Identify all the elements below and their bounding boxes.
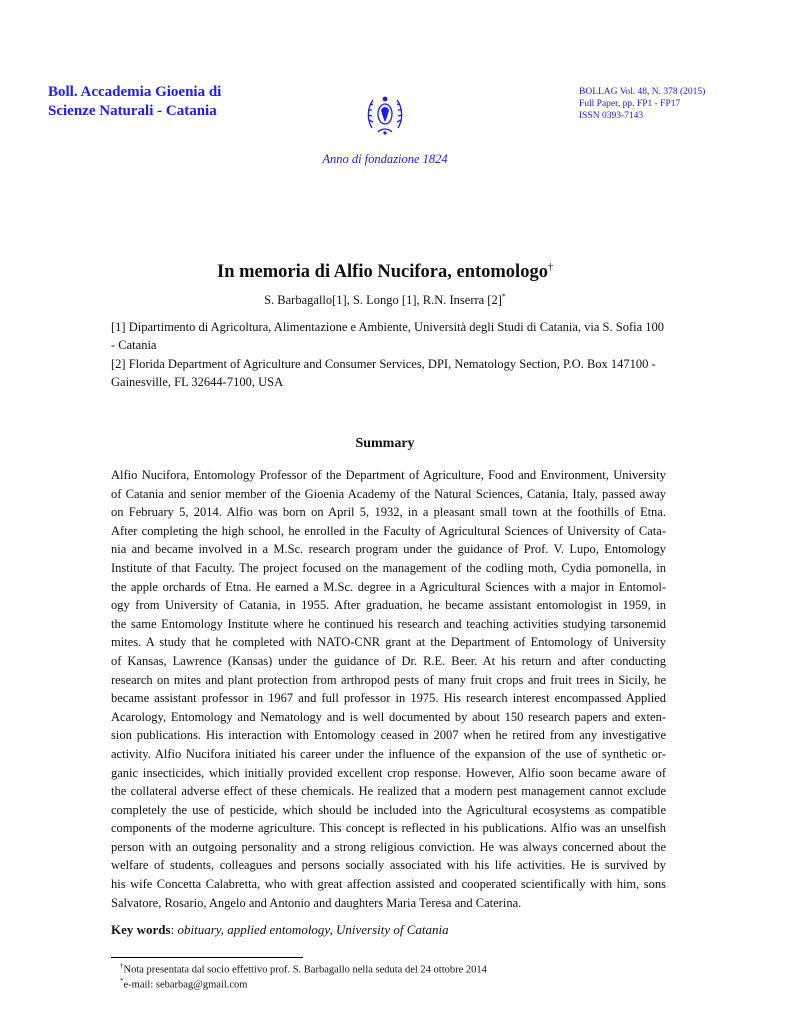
footnote-text: Nota presentata dal socio effettivo prof. S. Barbagallo nella seduta del 24 ottobre 2014 (123, 964, 487, 976)
summary-line: Salvatore, Rosario, Angelo and Antonio and daughters Maria Teresa and Caterina. (111, 895, 522, 910)
summary-line: activity. Alfio Nucifora initiated his career under the influence of the expansion of the use of synthetic or- (111, 746, 666, 761)
journal-name-line: Scienze Naturali - Catania (48, 103, 217, 119)
keywords-separator: : (170, 922, 175, 937)
publication-info (579, 86, 705, 122)
summary-body (111, 466, 666, 912)
summary-line: welfare of students, colleagues and persons socially associated with his life activities. He is survived by (111, 858, 666, 873)
summary-line: on February 5, 2014. Alfio was born on April 5, 1932, in a pleasant small town at the foothills of Etna. (111, 505, 666, 520)
summary-line: sion publications. His interaction with Entomology ceased in 2007 when he retired from any investigative (111, 728, 666, 743)
footnote-email (120, 977, 247, 991)
keywords-label: Key words (111, 922, 171, 937)
publication-volume: BOLLAG Vol. 48, N. 378 (2015) (579, 87, 706, 97)
summary-line: research on mites and plant protection from arthropod pests of many fruit crops and fruit trees in Sicily, he (111, 672, 666, 687)
affiliation-2: [2] Florida Department of Agriculture and Consumer Services, DPI, Nematology Section, P.O. Box 147100 - Gainesville, FL 32644-7100, USA (111, 357, 656, 389)
keywords-value: obituary, applied entomology, University of Catania (177, 922, 449, 937)
title-footnote-mark: † (547, 262, 553, 273)
footnote-mark: † (120, 962, 124, 970)
summary-line: the same Entomology Institute where he continued his research and teaching activities studying tarsonemid (111, 616, 666, 631)
keywords (111, 922, 449, 938)
summary-line: mites. A study that he completed with NATO-CNR grant at the Department of Entomology of University (111, 635, 666, 650)
summary-line: Acarology, Entomology and Nematology and is well documented by about 150 research papers and exten- (111, 709, 666, 724)
footnote-mark: * (120, 977, 124, 985)
summary-line: nia and became involved in a M.Sc. research program under the guidance of Prof. V. Lupo, Entomology (111, 542, 666, 557)
authors-footnote-mark: * (501, 292, 506, 301)
affiliation-1: [1] Dipartimento di Agricoltura, Alimentazione e Ambiente, Università degli Studi di Catania, via S. Sofia 100 - Catania (111, 320, 665, 352)
journal-name-line: Boll. Accademia Gioenia di (48, 84, 222, 100)
summary-line: the collateral adverse effect of these chemicals. He realized that a modern pest management cannot exclude (111, 784, 666, 799)
footnote-presentation (120, 962, 487, 976)
publication-pages: Full Paper, pp. FP1 - FP17 (579, 99, 681, 109)
founding-year: Anno di fondazione 1824 (322, 152, 448, 166)
paper-title (0, 262, 770, 283)
paper-title-text: In memoria di Alfio Nucifora, entomologo (217, 262, 548, 283)
summary-line: ogy from University of Catania, in 1955. After graduation, he became assistant entomologist in 1959, in (111, 598, 666, 613)
authors-text: S. Barbagallo[1], S. Longo [1], R.N. Inserra [2] (264, 293, 502, 308)
journal-name (48, 83, 221, 121)
summary-line: Institute of that Faculty. The project focused on the management of the codling moth, Cydia pomonella, in (111, 560, 666, 575)
summary-line: person with an outgoing personality and a strong religious conviction. He was always concerned about the (111, 839, 666, 854)
footnote-divider (111, 957, 303, 958)
summary-line: of Kansas, Lawrence (Kansas) under the guidance of Dr. R.E. Beer. At his return and after conducting (111, 653, 666, 668)
summary-line: the apple orchards of Etna. He earned a M.Sc. degree in a Agricultural Sciences with a major in Entomol- (111, 579, 666, 594)
summary-line: After completing the high school, he enrolled in the Faculty of Agricultural Sciences of University of Cata- (111, 523, 666, 538)
summary-line: Alfio Nucifora, Entomology Professor of the Department of Agriculture, Food and Environment, University (111, 468, 666, 482)
paper-authors (0, 292, 770, 308)
summary-line: his wife Concetta Calabretta, who with great affection assisted and cooperated scientifically with him, sons (111, 877, 666, 892)
summary-line: components of the moderne agriculture. This concept is reflected in his publications. Alfio was an unselfish (111, 821, 666, 836)
summary-line: became assistant professor in 1967 and full professor in 1975. His research interest encompassed Applied (111, 691, 666, 706)
academy-emblem-icon (364, 92, 406, 140)
summary-line: completely the use of pesticide, which should be included into the Agricultural ecosystems as compatible (111, 802, 666, 817)
summary-line: of Catania and senior member of the Gioenia Academy of the Natural Sciences, Catania, Italy, passed away (111, 486, 666, 501)
publication-issn: ISSN 0393-7143 (579, 111, 644, 121)
footnote-text: e-mail: sebarbag@gmail.com (123, 979, 248, 991)
summary-line: ganic insecticides, which initially provided excellent crop response. However, Alfio soon became aware of (111, 765, 666, 780)
summary-heading: Summary (355, 436, 415, 451)
